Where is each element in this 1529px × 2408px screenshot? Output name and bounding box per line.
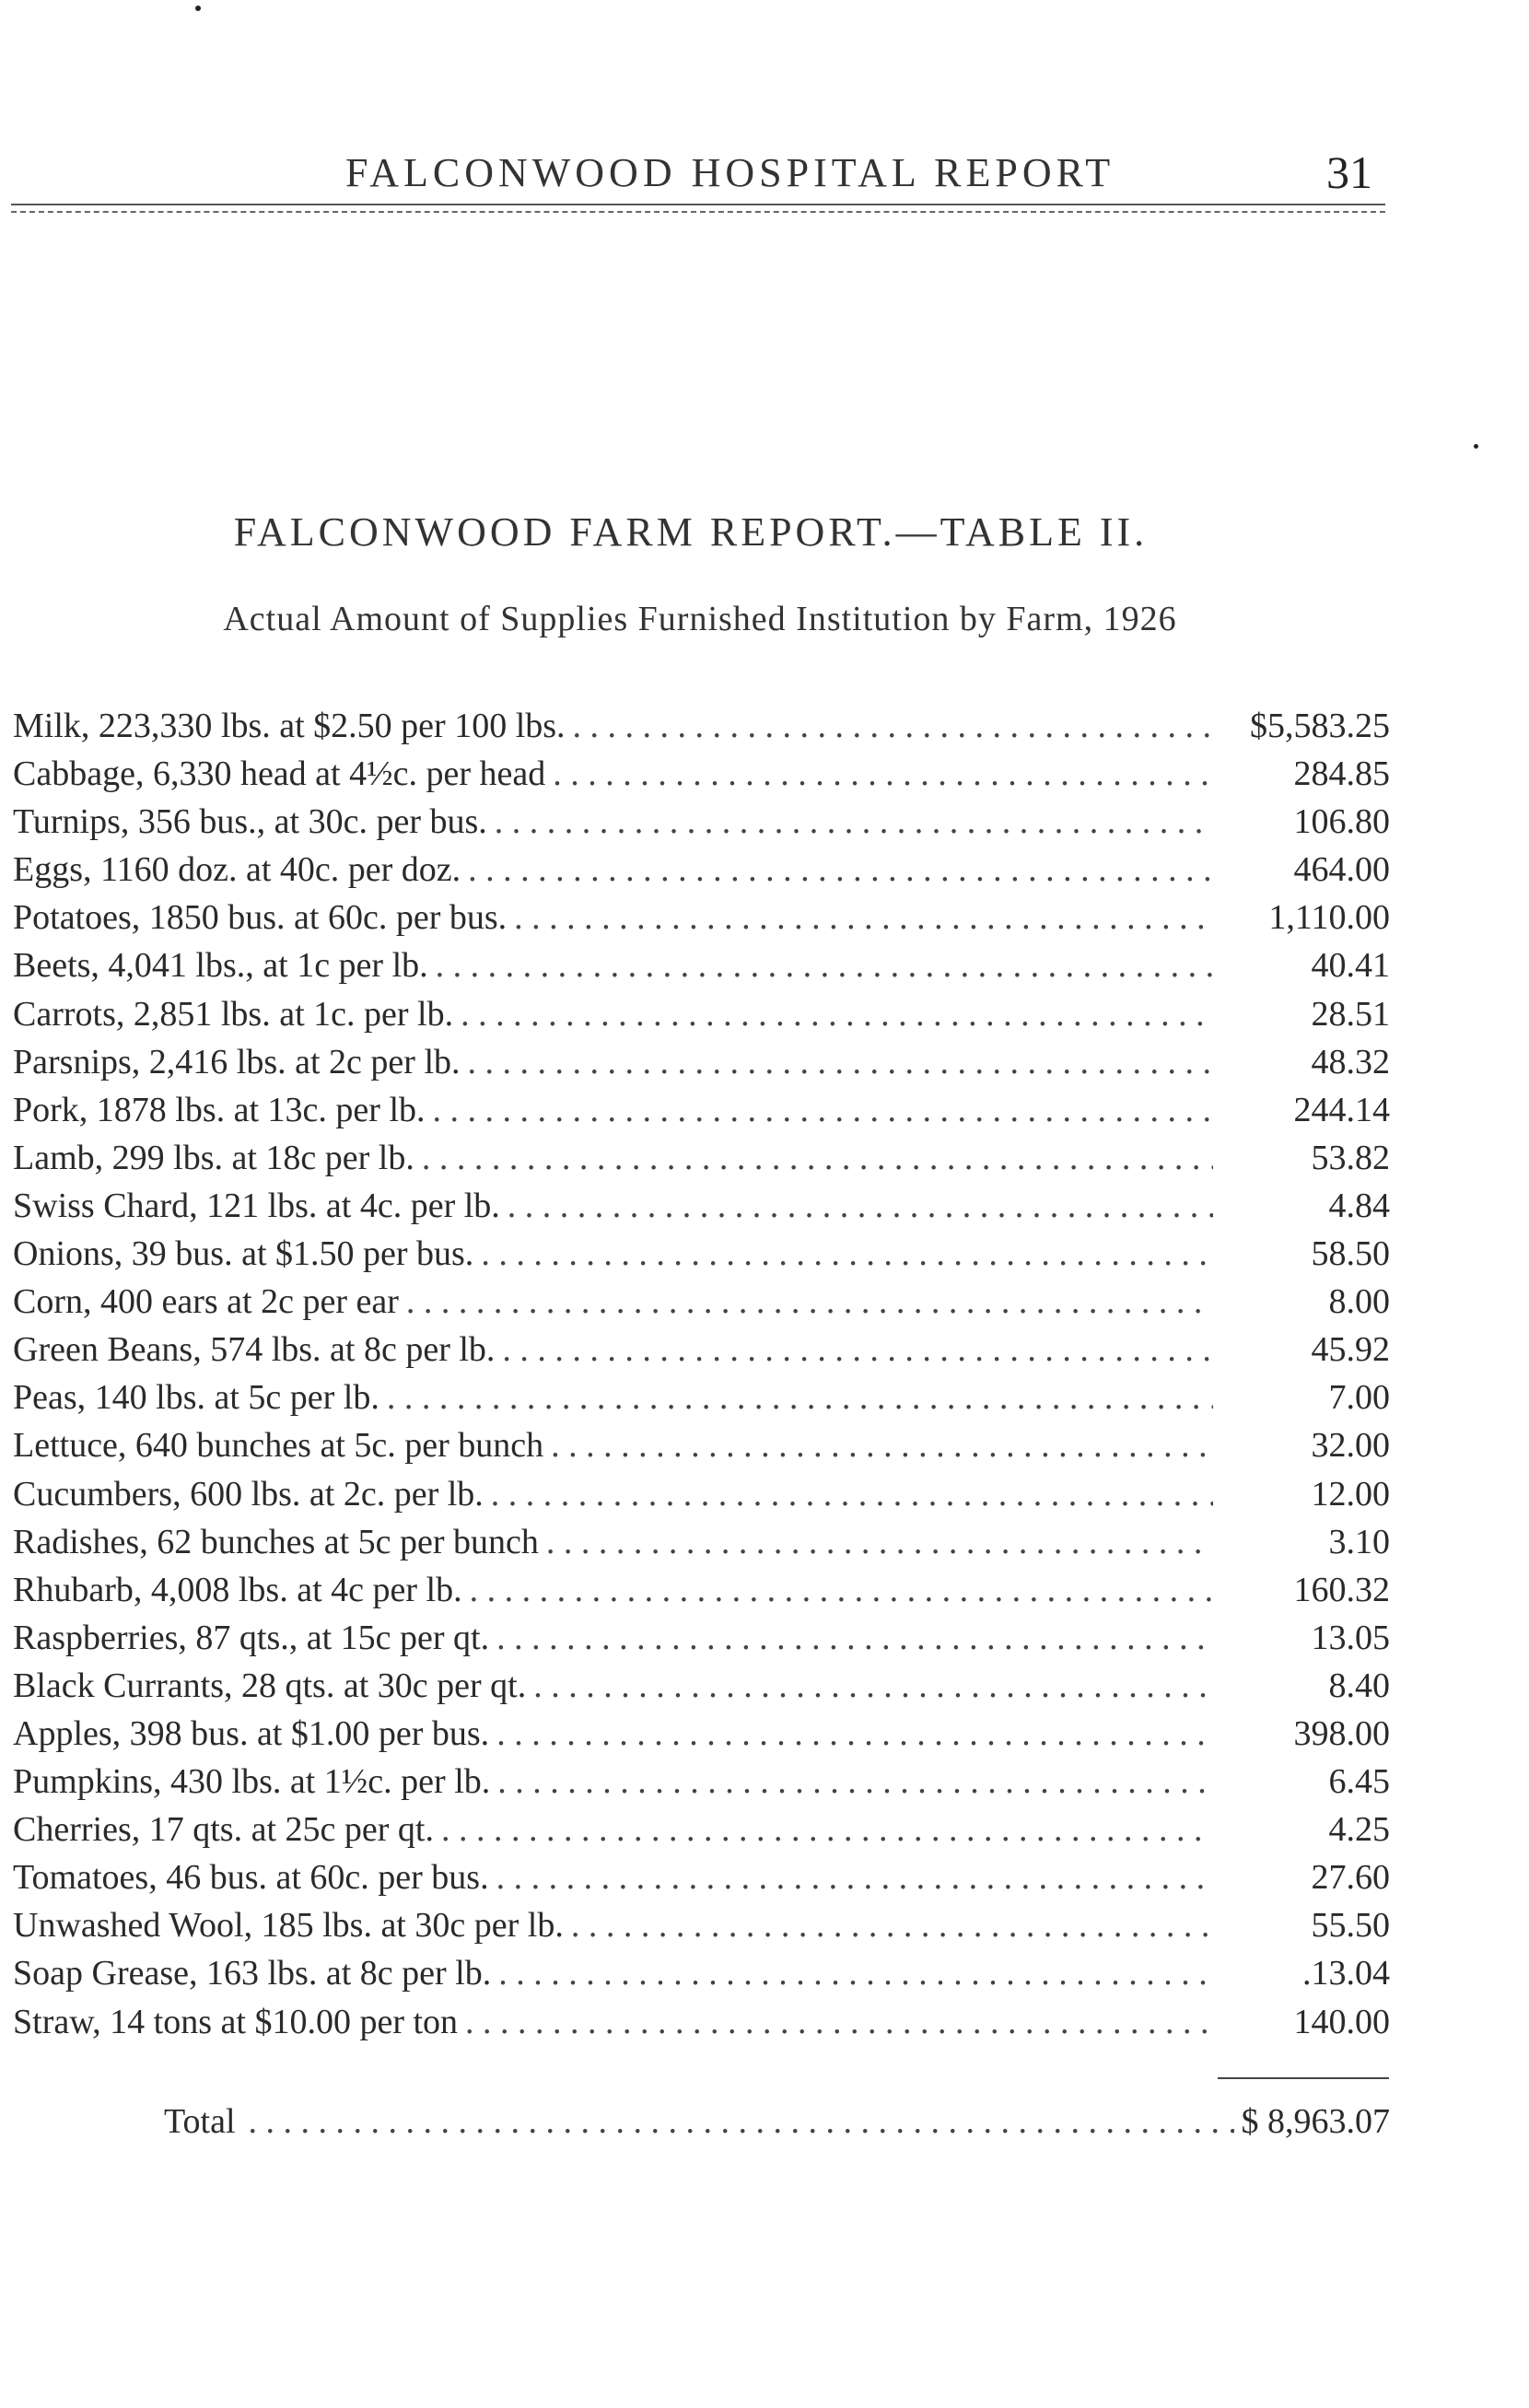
table-row xyxy=(13,1566,1390,1614)
ink-speck xyxy=(1474,444,1478,449)
row-amount: 6.45 xyxy=(1328,1762,1390,1802)
dot-leader xyxy=(496,1853,1213,1901)
row-amount: 3.10 xyxy=(1328,1522,1390,1561)
dot-leader xyxy=(571,1901,1213,1949)
row-description: Green Beans, 574 lbs. at 8c per lb. xyxy=(13,1330,496,1370)
row-amount: 32.00 xyxy=(1311,1426,1390,1466)
row-amount: 106.80 xyxy=(1293,802,1390,842)
dot-leader xyxy=(496,1614,1213,1662)
table-row xyxy=(13,750,1390,798)
table-row xyxy=(13,1038,1390,1086)
dot-leader xyxy=(491,1470,1213,1518)
row-amount: 58.50 xyxy=(1311,1234,1390,1274)
row-description: Lamb, 299 lbs. at 18c per lb. xyxy=(13,1138,414,1177)
dot-leader xyxy=(546,1518,1213,1566)
total-row xyxy=(164,2098,1390,2145)
row-amount: 48.32 xyxy=(1311,1042,1390,1081)
row-amount: 398.00 xyxy=(1293,1713,1390,1753)
table-row xyxy=(13,1662,1390,1710)
table-row xyxy=(13,1373,1390,1421)
row-description: Cabbage, 6,330 head at 4½c. per head xyxy=(13,754,546,794)
header-rule xyxy=(11,204,1385,205)
table-row xyxy=(13,1710,1390,1758)
row-amount: 53.82 xyxy=(1311,1138,1390,1177)
dot-leader xyxy=(553,750,1213,798)
dot-leader xyxy=(495,798,1213,846)
table-row xyxy=(13,1518,1390,1566)
table-row xyxy=(13,1470,1390,1518)
table-row xyxy=(13,1998,1390,2046)
dot-leader xyxy=(502,1326,1213,1373)
row-amount: 8.40 xyxy=(1328,1666,1390,1705)
row-amount: 4.25 xyxy=(1328,1810,1390,1850)
row-description: Parsnips, 2,416 lbs. at 2c per lb. xyxy=(13,1042,461,1081)
row-amount: 12.00 xyxy=(1311,1474,1390,1514)
dot-leader xyxy=(551,1421,1213,1469)
dot-leader xyxy=(468,1038,1213,1086)
table-row xyxy=(13,1230,1390,1278)
row-description: Soap Grease, 163 lbs. at 8c per lb. xyxy=(13,1954,492,1993)
table-row xyxy=(13,798,1390,846)
ink-speck xyxy=(195,6,201,11)
table-row xyxy=(13,1758,1390,1806)
table-title: FALCONWOOD FARM REPORT.—TABLE II. xyxy=(233,509,1149,555)
row-description: Raspberries, 87 qts., at 15c per qt. xyxy=(13,1618,490,1657)
row-amount: $5,583.25 xyxy=(1250,707,1390,745)
table-row xyxy=(13,1278,1390,1326)
dot-leader xyxy=(387,1373,1213,1421)
row-description: Rhubarb, 4,008 lbs. at 4c per lb. xyxy=(13,1570,462,1609)
row-description: Potatoes, 1850 bus. at 60c. per bus. xyxy=(13,898,508,938)
dot-leader xyxy=(508,1182,1213,1230)
row-amount: 45.92 xyxy=(1311,1330,1390,1370)
table-row xyxy=(13,941,1390,989)
row-description: Pumpkins, 430 lbs. at 1½c. per lb. xyxy=(13,1762,491,1802)
table-row xyxy=(13,1421,1390,1469)
dot-leader xyxy=(573,702,1213,750)
dot-leader xyxy=(533,1662,1213,1710)
row-amount: 160.32 xyxy=(1293,1570,1390,1609)
table-row xyxy=(13,894,1390,941)
row-description: Pork, 1878 lbs. at 13c. per lb. xyxy=(13,1090,426,1129)
running-header xyxy=(0,138,1529,203)
row-amount: 140.00 xyxy=(1293,2002,1390,2041)
row-description: Black Currants, 28 qts. at 30c per qt. xyxy=(13,1666,527,1705)
row-amount: 27.60 xyxy=(1311,1858,1390,1898)
table-subtitle: Actual Amount of Supplies Furnished Institution by Farm, 1926 xyxy=(223,600,1177,638)
table-row xyxy=(13,1134,1390,1182)
row-amount: 28.51 xyxy=(1311,994,1390,1034)
row-description: Unwashed Wool, 185 lbs. at 30c per lb. xyxy=(13,1906,564,1946)
row-description: Corn, 400 ears at 2c per ear xyxy=(13,1282,399,1322)
dot-leader xyxy=(514,894,1213,941)
row-amount: 40.41 xyxy=(1311,946,1390,986)
row-description: Lettuce, 640 bunches at 5c. per bunch xyxy=(13,1426,544,1466)
dot-leader xyxy=(236,2098,1234,2145)
dot-leader xyxy=(496,1710,1213,1758)
dot-leader xyxy=(481,1230,1213,1278)
row-amount: 7.00 xyxy=(1328,1378,1390,1418)
table-row xyxy=(13,1326,1390,1373)
dot-leader xyxy=(465,1998,1213,2046)
row-description: Onions, 39 bus. at $1.50 per bus. xyxy=(13,1234,474,1274)
row-amount: 464.00 xyxy=(1293,850,1390,890)
table-row xyxy=(13,702,1390,750)
total-rule xyxy=(1218,2077,1389,2079)
table-row xyxy=(13,1853,1390,1901)
header-rule-dashed xyxy=(11,211,1385,213)
row-description: Turnips, 356 bus., at 30c. per bus. xyxy=(13,802,487,842)
total-amount: $ 8,963.07 xyxy=(1241,2102,1390,2141)
table-row xyxy=(13,1614,1390,1662)
row-description: Straw, 14 tons at $10.00 per ton xyxy=(13,2002,459,2041)
table-row xyxy=(13,1806,1390,1853)
row-amount: 13.05 xyxy=(1311,1618,1390,1657)
row-description: Peas, 140 lbs. at 5c per lb. xyxy=(13,1378,379,1418)
row-amount: .13.04 xyxy=(1302,1954,1390,1993)
dot-leader xyxy=(497,1758,1213,1806)
dot-leader xyxy=(441,1806,1213,1853)
dot-leader xyxy=(470,1566,1213,1614)
dot-leader xyxy=(436,941,1213,989)
row-amount: 244.14 xyxy=(1293,1090,1390,1129)
row-description: Radishes, 62 bunches at 5c per bunch xyxy=(13,1522,539,1561)
row-description: Swiss Chard, 121 lbs. at 4c. per lb. xyxy=(13,1186,500,1225)
row-description: Eggs, 1160 doz. at 40c. per doz. xyxy=(13,850,461,890)
row-description: Beets, 4,041 lbs., at 1c per lb. xyxy=(13,946,428,986)
row-amount: 284.85 xyxy=(1293,754,1390,794)
row-amount: 4.84 xyxy=(1328,1186,1390,1225)
supplies-list xyxy=(13,702,1390,2046)
dot-leader xyxy=(422,1134,1213,1182)
row-description: Milk, 223,330 lbs. at $2.50 per 100 lbs. xyxy=(13,707,566,745)
table-row xyxy=(13,1949,1390,1997)
dot-leader xyxy=(406,1278,1213,1326)
dot-leader xyxy=(433,1086,1213,1134)
table-row xyxy=(13,1182,1390,1230)
row-description: Cucumbers, 600 lbs. at 2c. per lb. xyxy=(13,1474,484,1514)
row-description: Cherries, 17 qts. at 25c per qt. xyxy=(13,1810,434,1850)
row-description: Carrots, 2,851 lbs. at 1c. per lb. xyxy=(13,994,454,1034)
row-description: Apples, 398 bus. at $1.00 per bus. xyxy=(13,1713,490,1753)
page-number: 31 xyxy=(1326,146,1372,198)
row-description: Tomatoes, 46 bus. at 60c. per bus. xyxy=(13,1858,489,1898)
total-label: Total xyxy=(164,2102,236,2141)
table-row xyxy=(13,1901,1390,1949)
row-amount: 1,110.00 xyxy=(1268,898,1390,938)
dot-leader xyxy=(461,990,1213,1038)
table-row xyxy=(13,1086,1390,1134)
dot-leader xyxy=(468,846,1213,894)
table-row xyxy=(13,846,1390,894)
table-row xyxy=(13,990,1390,1038)
row-amount: 8.00 xyxy=(1328,1282,1390,1322)
running-title: FALCONWOOD HOSPITAL REPORT xyxy=(345,150,1115,195)
dot-leader xyxy=(498,1949,1213,1997)
row-amount: 55.50 xyxy=(1311,1906,1390,1946)
